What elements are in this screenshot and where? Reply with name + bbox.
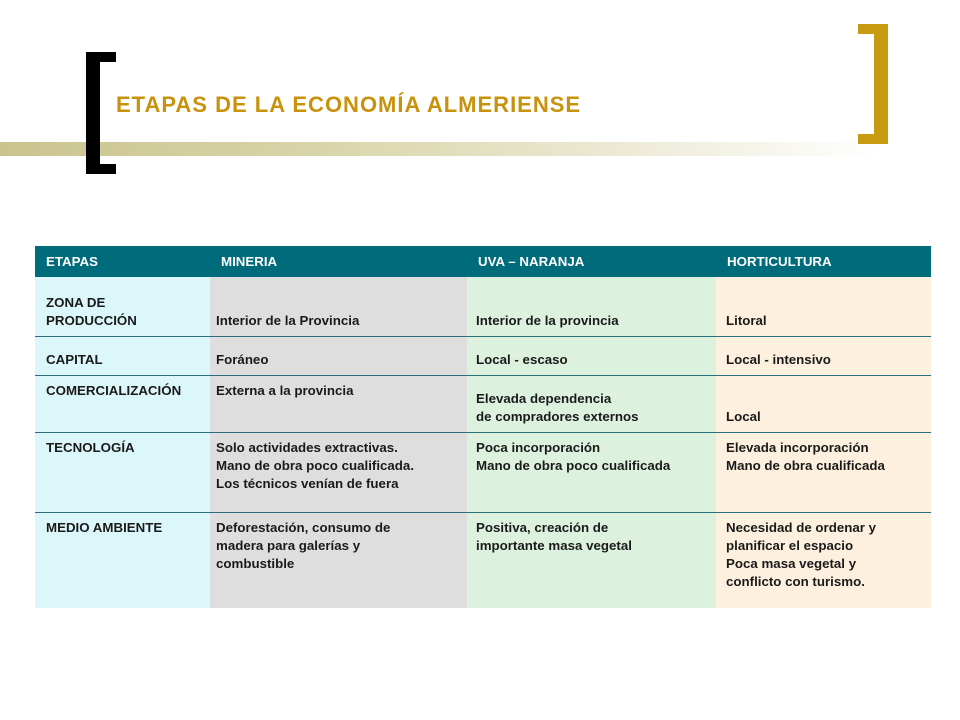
table-row (35, 336, 931, 375)
cell-uva-naranja: Local - escaso (467, 336, 716, 375)
table-header-row (35, 246, 931, 277)
header-etapas: ETAPAS (35, 246, 210, 277)
cell-uva-naranja: Interior de la provincia (467, 277, 716, 336)
left-bracket-top (86, 52, 116, 62)
title-underline-band (0, 142, 880, 156)
right-bracket-top (858, 24, 888, 34)
table-row (35, 432, 931, 512)
cell-mineria: Foráneo (210, 336, 467, 375)
row-label-comercializacion: COMERCIALIZACIÓN (35, 375, 210, 432)
header-uva-naranja: UVA – NARANJA (467, 246, 716, 277)
cell-mineria: Externa a la provincia (210, 375, 467, 432)
right-bracket-decoration (874, 24, 888, 144)
header-mineria: MINERIA (210, 246, 467, 277)
cell-horticultura: Litoral (716, 277, 931, 336)
cell-horticultura: Necesidad de ordenar y planificar el espacio Poca masa vegetal y conflicto con turismo. (716, 512, 931, 608)
slide-title: ETAPAS DE LA ECONOMÍA ALMERIENSE (116, 92, 582, 117)
cell-mineria: Deforestación, consumo de madera para galerías y combustible (210, 512, 467, 608)
table-row (35, 277, 931, 336)
row-label-medio-ambiente: MEDIO AMBIENTE (35, 512, 210, 608)
cell-uva-naranja: Poca incorporación Mano de obra poco cualificada (467, 432, 716, 512)
row-label-tecnologia: TECNOLOGÍA (35, 432, 210, 512)
header-horticultura: HORTICULTURA (716, 246, 931, 277)
cell-horticultura: Local - intensivo (716, 336, 931, 375)
right-bracket-bottom (858, 134, 888, 144)
row-label-capital: CAPITAL (35, 336, 210, 375)
cell-horticultura: Elevada incorporación Mano de obra cualificada (716, 432, 931, 512)
cell-mineria: Interior de la Provincia (210, 277, 467, 336)
table-row (35, 512, 931, 608)
economy-stages-table (35, 246, 931, 608)
left-bracket-bottom (86, 164, 116, 174)
row-label-zona: ZONA DE PRODUCCIÓN (35, 277, 210, 336)
cell-uva-naranja: Elevada dependencia de compradores externos (467, 375, 716, 432)
cell-mineria: Solo actividades extractivas. Mano de obra poco cualificada. Los técnicos venían de fuera (210, 432, 467, 512)
cell-uva-naranja: Positiva, creación de importante masa vegetal (467, 512, 716, 608)
table-row (35, 375, 931, 432)
left-bracket-decoration (86, 52, 100, 174)
cell-horticultura: Local (716, 375, 931, 432)
